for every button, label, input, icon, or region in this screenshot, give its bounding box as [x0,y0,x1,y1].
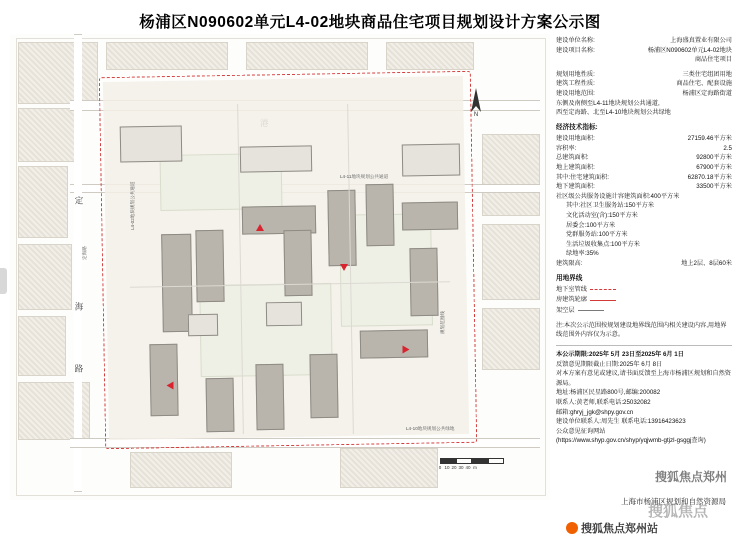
entry-arrow-icon [167,382,174,390]
sohu-logo-icon [566,522,578,534]
field-label: 规划用地性质: [556,70,595,78]
field-label: 建设单位名称: [556,37,595,44]
scale-tick: 20 [451,465,457,470]
road-label: 定 [74,196,84,208]
field-value: 2.5 [723,144,732,152]
context-block [106,42,228,70]
entry-arrow-icon [340,264,348,271]
context-block [130,452,232,488]
legend-title: 用地界线 [556,274,583,282]
building-block [365,184,394,246]
svg-text:N: N [473,112,479,116]
entry-arrow-icon [403,346,410,354]
scale-tick: 30 [458,465,464,470]
info-panel [556,36,732,506]
building-block [120,125,183,162]
feedback-deadline: 反馈意见期限截止日期:2025年 6月 8日 [556,360,663,368]
field-value: 文化活动室(含):150平方米 [566,211,638,219]
road-label: 路 [74,364,84,376]
field-value: 92800平方米 [696,154,732,162]
field-value: 社区级公共服务设施计容建筑面积:400平方米 [556,192,680,200]
legend-swatch-dash-icon [590,289,616,290]
context-block [18,108,80,162]
building-block [402,143,461,176]
publish-block [556,350,732,446]
building-block [327,190,356,266]
scale-unit: m [473,465,477,470]
scale-tick: 10 [444,465,450,470]
field-value: 东侧及南侧至L4-11地块规划公共通道, [556,99,660,107]
field-label: 建设用地范围: [556,90,595,98]
watermark-badge [566,520,658,536]
field-value: 地上2层、8层60米 [681,260,732,268]
field-value: 上海盛真置业有限公司 [670,37,732,44]
feedback-instruction: 对本方案有意见或建议,请书面反馈至上海市杨浦区规划和自然资源局。 [556,370,731,387]
field-value: 其中:社区卫生服务站:150平方米 [566,202,655,210]
field-label: 建筑限高: [556,260,583,268]
building-block [309,354,338,418]
road-strip-vertical [74,34,82,492]
scroll-side-tab[interactable] [0,268,7,294]
field-value: 62870.18平方米 [687,173,732,181]
note-text: 注:本次公示范围按规划建设地界线范围内相关建设内容,用地界线范围外内容仅为示意。 [556,321,727,339]
road-label: 海 [74,302,84,314]
context-block [246,42,368,70]
field-label: 建设项目名称: [556,46,595,54]
entry-arrow-icon [256,224,264,231]
watermark-badge-label: 搜狐焦点郑州站 [581,523,658,535]
context-block [340,448,438,488]
field-value: 三类住宅组团用地 [682,70,732,78]
field-value: 生活垃圾收集点:100平方米 [566,240,640,248]
context-block [18,316,66,376]
context-block [18,244,72,310]
context-block [18,166,68,238]
developer-contact: 建设单位联系人:周先生 联系电话:13916423623 [556,418,686,426]
publish-period: 本公示期限:2025年 5月 23日至2025年 6月 1日 [556,350,684,358]
building-block [283,230,312,296]
scale-bar [440,458,504,470]
field-value: 商品住宅项目 [694,56,732,64]
legend-label: 房建筑轮廓 [556,296,587,304]
legend-label: 架空层 [556,307,575,315]
field-label: 总建筑面积: [556,154,589,162]
building-block [240,145,312,172]
field-value: 西至定海路、北至L4-10地块规划公共绿地 [556,109,671,117]
legend-item [556,306,732,316]
building-block [360,329,428,358]
email: 邮箱:ghryj_jgk@shpy.gov.cn [556,408,634,416]
building-block [149,344,178,416]
field-value: 杨浦区N090602单元L4-02地块 [647,46,732,54]
watermark-main: 搜狐焦点 [648,503,709,520]
map-annotation: L4-10地块规划公共绿地 [406,426,455,431]
context-block [386,42,474,70]
field-label: 容积率: [556,144,577,152]
scale-tick: 0 [438,465,442,470]
issuing-agency: 上海市杨浦区规划和自然资源局 [621,497,726,506]
north-arrow-icon [465,86,487,116]
field-value: 杨浦区定海路街道 [682,90,732,98]
note-block [556,321,732,340]
legend-swatch-gray-icon [578,310,604,311]
site-plan-map [10,34,550,500]
field-label: 地下建筑面积: [556,183,595,191]
legend-block [556,274,732,316]
developer-block [556,36,732,65]
podium-block [188,314,218,337]
context-block [18,42,98,104]
panel-divider [556,345,732,346]
legend-label: 地下室管线 [556,285,587,293]
context-block [482,134,540,216]
website-label: 公众意见征询网站 [556,427,606,435]
field-value: 67900平方米 [696,163,732,171]
context-block [482,224,540,300]
legend-item [556,285,732,295]
map-annotation: L4-02地块规划公共通道 [130,181,135,230]
address: 地址:杨浦区民星路800号,邮编:200082 [556,389,661,397]
field-value: 33500平方米 [696,183,732,191]
field-value: 27159.46平方米 [687,135,732,143]
context-block [482,308,540,370]
field-label: 建筑工程性质: [556,80,595,88]
page-title: 杨浦区N090602单元L4-02地块商品住宅项目规划设计方案公示图 [139,14,601,31]
field-value: 绿地率:35% [566,250,599,258]
contact-person: 联系人:黄老师,联系电话:25032082 [556,398,651,406]
legend-swatch-solid-icon [590,300,616,301]
watermark-side-label: 搜狐焦点郑州 [655,470,728,484]
economic-indicators-block [556,123,732,269]
field-value: 党群服务站:100平方米 [566,231,628,239]
field-value: 居委会:100平方米 [566,221,616,229]
building-block [195,230,224,302]
land-block [556,70,732,118]
field-label: 建设用地面积: [556,135,595,143]
podium-block [266,302,302,327]
map-annotation: 定海路 [82,246,87,260]
scale-tick: 40 [465,465,471,470]
legend-item [556,295,732,305]
field-label: 其中:住宅建筑面积: [556,173,609,181]
building-block [255,364,284,430]
website-url[interactable]: (https://www.shyp.gov.cn/shyp/yqjwmb-gtjzl-gsggj查询) [556,437,706,445]
field-value: 商品住宅、配套设施 [676,80,732,88]
building-block [206,378,235,432]
field-label: 地上建筑面积: [556,163,595,171]
map-annotation: 规划范围线 [440,311,445,334]
map-annotation: L4-11地块规划公共通道 [340,174,389,179]
section-title: 经济技术指标: [556,123,598,131]
building-block [402,202,458,231]
